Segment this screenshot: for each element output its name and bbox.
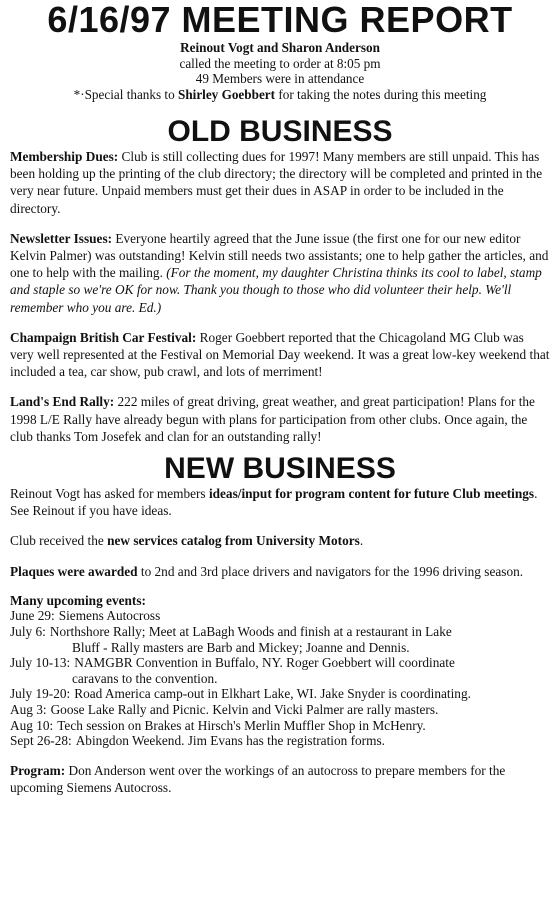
- event-date: July 6:: [10, 624, 46, 640]
- item-label: Membership Dues:: [10, 149, 119, 164]
- program-item: [10, 762, 550, 796]
- ideas-prefix: Reinout Vogt has asked for members: [10, 486, 209, 502]
- item-label: Newsletter Issues:: [10, 230, 113, 246]
- plaques-text: to 2nd and 3rd place drivers and navigators for the 1996 driving season.: [137, 563, 524, 579]
- event-text: Road America camp-out in Elkhart Lake, WI. Jake Snyder is coordinating.: [74, 686, 471, 702]
- program-label: Program:: [10, 762, 66, 778]
- catalog-bold: new services catalog from University Motors: [107, 533, 360, 549]
- event-text: NAMGBR Convention in Buffalo, NY. Roger Goebbert will coordinate: [74, 655, 455, 671]
- event-text: Goose Lake Rally and Picnic. Kelvin and Vicki Palmer are rally masters.: [50, 702, 439, 718]
- plaques-bold: Plaques were awarded: [10, 563, 138, 579]
- special-thanks: [10, 87, 550, 103]
- event-date: July 10-13:: [10, 655, 71, 671]
- event-row: [10, 686, 550, 702]
- event-text: Tech session on Brakes at Hirsch's Merlin Muffler Shop in McHenry.: [57, 717, 426, 733]
- ideas-suffix: . See Reinout if you have ideas.: [10, 486, 538, 519]
- catalog-suffix: .: [359, 533, 364, 549]
- item-text: Everyone heartily agreed that the June issue (the first one for our new editor Kelvin Palmer) was outstanding! Kelvin still needs two assistants; one to help gather the articles, and one to help with the mailing.: [10, 230, 549, 281]
- event-row: [10, 733, 550, 749]
- item-text: Club is still collecting dues for 1997! Many members are still unpaid. This has been holding up the printing of the club directory; the directory will be completed and printed in the very near future. Unpaid members must get their dues in ASAP in order to be included in the directory.: [10, 149, 543, 216]
- event-row: [10, 702, 550, 718]
- item-label: Land's End Rally:: [10, 394, 115, 410]
- catalog-prefix: Club received the: [10, 533, 108, 549]
- lands-end-rally-item: [10, 393, 550, 445]
- event-row: [10, 718, 550, 734]
- program-text: Don Anderson went over the workings of an autocross to prepare members for the upcoming Siemens Autocross.: [10, 762, 506, 795]
- meeting-intro: [10, 40, 550, 102]
- item-text: 222 miles of great driving, great weather, and great participation! Plans for the 1998 L/E Rally have already begun with plans for participation from other clubs. Once again, the club thanks Tom Josefek and clan for an outstanding rally!: [10, 394, 535, 444]
- program-ideas-item: [10, 485, 550, 519]
- event-continuation: caravans to the convention.: [72, 670, 218, 686]
- report-title: 6/16/97 MEETING REPORT: [47, 0, 513, 40]
- newsletter-issues-item: [10, 230, 550, 316]
- event-text: Northshore Rally; Meet at LaBagh Woods and finish at a restaurant in Lake: [49, 624, 452, 640]
- item-text: Roger Goebbert reported that the Chicagoland MG Club was very well represented at the Festival on Memorial Day weekend. It was a great low-key weekend that included a tea, car show, pub crawl, and lots of merriment!: [10, 329, 550, 380]
- event-date: Sept 26-28:: [10, 733, 72, 749]
- presiders: Reinout Vogt and Sharon Anderson: [180, 40, 380, 55]
- event-date: June 29:: [10, 608, 55, 624]
- event-row: [10, 608, 550, 624]
- thanks-suffix: for taking the notes during this meeting: [275, 86, 487, 102]
- event-row: [10, 624, 550, 640]
- item-label: Champaign British Car Festival:: [10, 329, 197, 345]
- thanks-name: Shirley Goebbert: [177, 86, 276, 102]
- upcoming-events: [10, 593, 550, 749]
- car-festival-item: [10, 329, 550, 381]
- events-heading: [10, 593, 550, 609]
- event-date: Aug 10:: [10, 717, 54, 733]
- new-business-heading: NEW BUSINESS: [164, 452, 396, 486]
- event-row: [10, 655, 550, 671]
- thanks-prefix: *·Special thanks to: [73, 86, 178, 102]
- ideas-bold: ideas/input for program content for future Club meetings: [208, 486, 535, 502]
- old-business-heading: OLD BUSINESS: [167, 115, 393, 148]
- event-text: Siemens Autocross: [58, 608, 161, 624]
- event-date: July 19-20:: [10, 686, 71, 702]
- membership-dues-item: [10, 148, 550, 217]
- event-text: Abingdon Weekend. Jim Evans has the registration forms.: [75, 733, 385, 749]
- event-date: Aug 3:: [10, 702, 47, 718]
- editor-note: (For the moment, my daughter Christina thinks its cool to label, stamp and staple so we're OK for now. Thank you though to those who did volunteer their help. We'll remember who you are. Ed.): [10, 265, 542, 315]
- events-heading-text: Many upcoming events:: [10, 592, 146, 608]
- plaques-item: [10, 563, 550, 580]
- called-to-order: called the meeting to order at 8:05 pm: [179, 55, 381, 71]
- catalog-item: [10, 532, 550, 549]
- attendance: 49 Members were in attendance: [195, 71, 365, 86]
- event-continuation: Bluff - Rally masters are Barb and Mickey; Joanne and Dennis.: [72, 639, 410, 655]
